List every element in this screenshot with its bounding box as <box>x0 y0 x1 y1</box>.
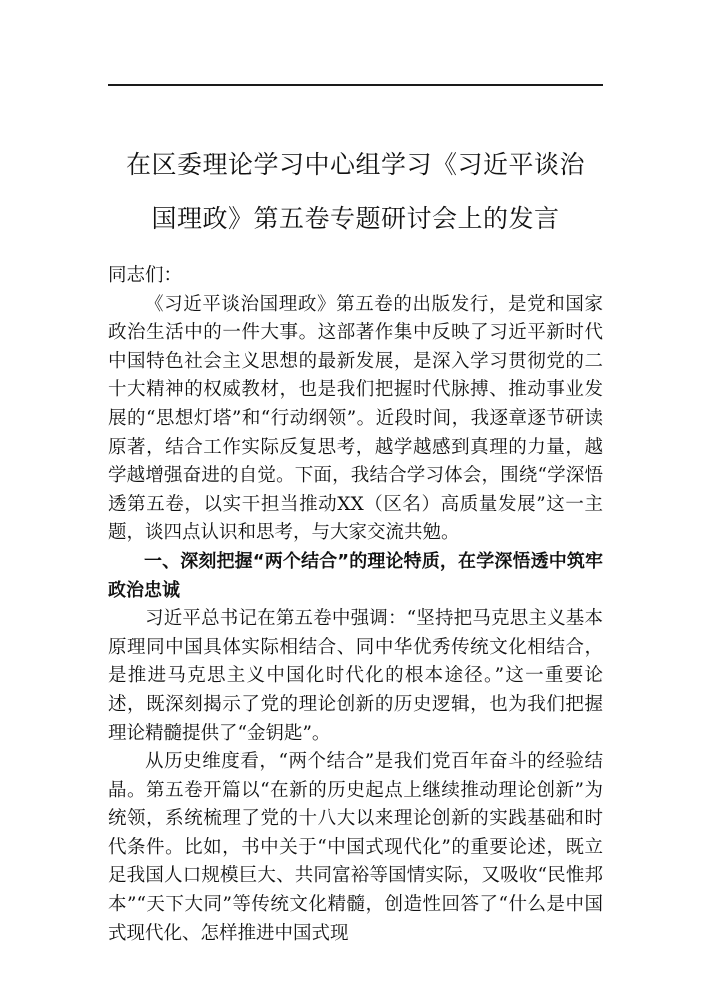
header-rule <box>108 84 603 86</box>
document-body <box>108 262 603 948</box>
title-line-2: 国理政》第五卷专题研讨会上的发言 <box>151 204 560 233</box>
salutation: 同志们： <box>108 265 183 286</box>
paragraph-history: 从历史维度看，“两个结合”是我们党百年奋斗的经验结晶。第五卷开篇以“在新的历史起点上继续推动理论创新”为统领，系统梳理了党的十八大以来理论创新的实践基础和时代条件。比如，书中关于“中国式现代化”的重要论述，既立足我国人口规模巨大、共同富裕等国情实际，又吸收“民惟邦本”“天下大同”等传统文化精髓，创造性回答了“什么是中国式现代化、怎样推进中国式现 <box>108 751 603 944</box>
title-line-1: 在区委理论学习中心组学习《习近平谈治 <box>125 150 585 179</box>
paragraph-intro: 《习近平谈治国理政》第五卷的出版发行，是党和国家政治生活中的一件大事。这部著作集中反映了习近平新时代中国特色社会主义思想的最新发展，是深入学习贯彻党的二十大精神的权威教材，也是我们把握时代脉搏、推动事业发展的“思想灯塔”和“行动纲领”。近段时间，我逐章逐节研读原著，结合工作实际反复思考，越学越感到真理的力量，越学越增强奋进的自觉。下面，我结合学习体会，围绕“学深悟透第五卷，以实干担当推动XX（区名）高质量发展”这一主题，谈四点认识和思考，与大家交流共勉。 <box>108 293 603 544</box>
paragraph-quote: 习近平总书记在第五卷中强调：“坚持把马克思主义基本原理同中国具体实际相结合、同中华优秀传统文化相结合，是推进马克思主义中国化时代化的根本途径。”这一重要论述，既深刻揭示了党的理论创新的历史逻辑，也为我们把握理论精髓提供了“金钥匙”。 <box>108 608 603 744</box>
section-heading-1: 一、深刻把握“两个结合”的理论特质，在学深悟透中筑牢政治忠诚 <box>108 550 603 601</box>
document-title <box>108 138 603 246</box>
